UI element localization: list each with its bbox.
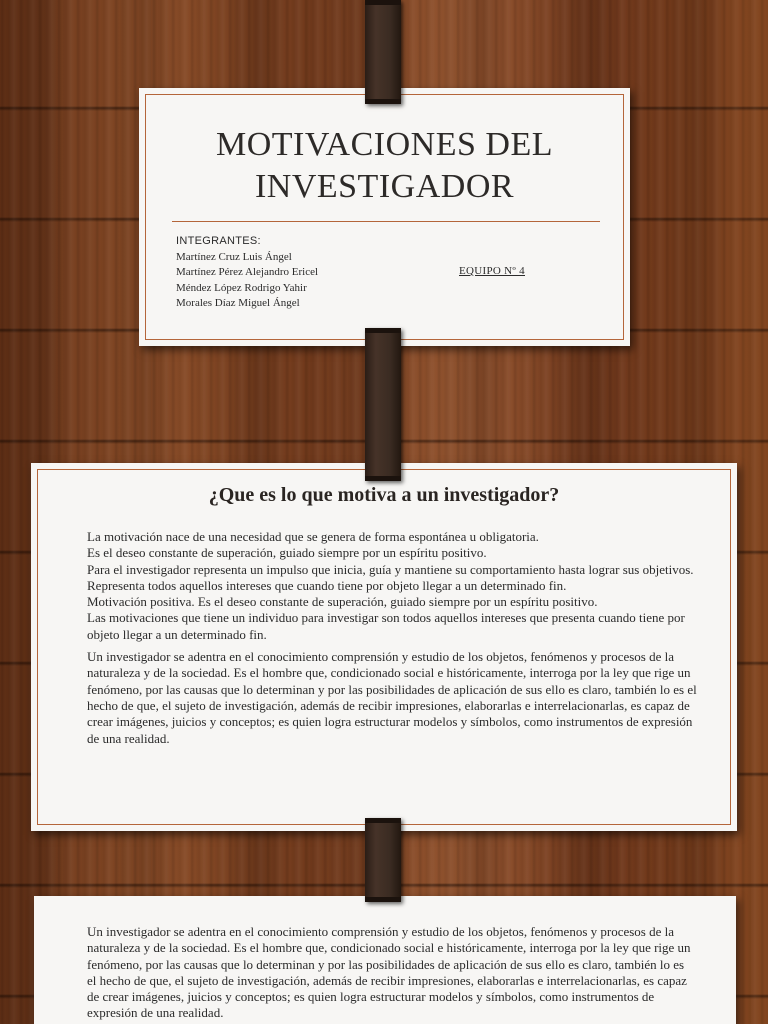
strap-middle bbox=[365, 328, 401, 481]
question-slide bbox=[31, 463, 737, 831]
strap-top bbox=[365, 0, 401, 104]
members-heading: INTEGRANTES: bbox=[176, 235, 261, 247]
body-line: Representa todos aquellos intereses que cuando tiene por objeto llegar a un determinado fin. bbox=[87, 577, 567, 593]
team-label: EQUIPO Nº 4 bbox=[459, 265, 525, 277]
members-list bbox=[176, 234, 318, 312]
slide-body bbox=[87, 924, 696, 1022]
strap-bottom bbox=[365, 818, 401, 902]
body-paragraph: Un investigador se adentra en el conocimiento comprensión y estudio de los objetos, fenómenos y procesos de la naturaleza y de la sociedad. Es el hombre que, condicionado social e históricamente, interroga por la ley que rige un fenómeno, por las causas que lo determinan y por las posibilidades de aplicación de sus ello es claro, también lo es el hecho de que, el sujeto de investigación, además de recibir impresiones, elaborarlas e interrelacionarlas, es capaz de crear imágenes, juicios y conceptos; es quien logra estructurar modelos y símbolos, como instrumentos de expresión de una realidad. bbox=[87, 924, 691, 1021]
title-divider bbox=[172, 221, 600, 222]
slide-body bbox=[87, 529, 697, 747]
member-item: Morales Díaz Miguel Ángel bbox=[176, 297, 300, 309]
body-paragraph: Un investigador se adentra en el conocimiento comprensión y estudio de los objetos, fenómenos y procesos de la naturaleza y de la sociedad. Es el hombre que, condicionado social e históricamente, interroga por la ley que rige un fenómeno, por las causas que lo determinan y por las posibilidades de aplicación de sus ello es claro, también lo es el hecho de que, el sujeto de investigación, además de recibir impresiones, elaborarlas e interrelacionarlas, es capaz de crear imágenes, juicios y conceptos; es quien logra estructurar modelos y símbolos, como instrumentos de expresión de una realidad. bbox=[87, 649, 697, 746]
body-line: Es el deseo constante de superación, guiado siempre por un espíritu positivo. bbox=[87, 545, 487, 561]
text-slide bbox=[34, 896, 736, 1024]
body-line: Motivación positiva. Es el deseo constante de superación, guiado siempre por un espíritu positivo. bbox=[87, 594, 598, 610]
slide-title bbox=[139, 124, 630, 208]
member-item: Méndez López Rodrigo Yahir bbox=[176, 281, 307, 294]
body-line: Para el investigador representa un impulso que inicia, guía y mantiene su comportamiento hasta lograr sus objetivos. bbox=[87, 561, 694, 577]
title-slide bbox=[139, 88, 630, 346]
body-line: La motivación nace de una necesidad que se genera de forma espontánea u obligatoria. bbox=[87, 529, 539, 544]
slide-heading: ¿Que es lo que motiva a un investigador? bbox=[208, 484, 560, 506]
title-line-1: MOTIVACIONES DEL bbox=[216, 126, 553, 163]
member-item: Martínez Pérez Alejandro Ericel bbox=[176, 266, 319, 278]
member-item: Martínez Cruz Luis Ángel bbox=[176, 250, 292, 263]
body-line: Las motivaciones que tiene un individuo para investigar son todos aquellos intereses que presenta cuando tiene por objeto llegar a un determinado fin. bbox=[87, 610, 685, 642]
title-line-2: INVESTIGADOR bbox=[254, 168, 515, 205]
